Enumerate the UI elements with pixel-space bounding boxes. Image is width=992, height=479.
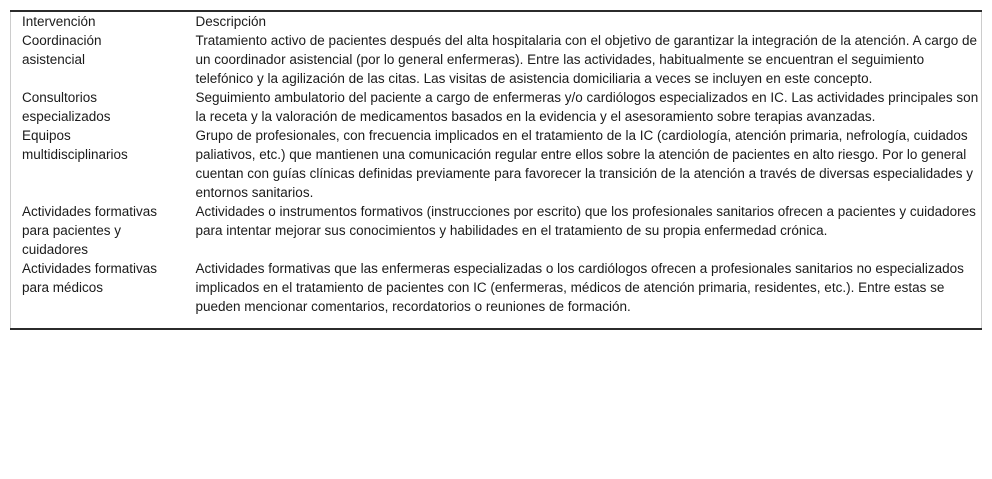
table-header-row — [11, 11, 982, 31]
table-row — [11, 88, 982, 126]
intervention-cell: Actividades formativas para médicos — [22, 261, 158, 295]
table-row — [11, 259, 982, 329]
table-header-intervention: Intervención — [22, 14, 96, 29]
table-header-description: Descripción — [195, 14, 267, 29]
intervention-cell: Actividades formativas para pacientes y cuidadores — [22, 204, 158, 257]
description-cell: Actividades formativas que las enfermeras especializadas o los cardiólogos ofrecen a profesionales sanitarios no especializados implicados en el tratamiento de pacientes con IC (enfermeras, médicos de atención primaria, residentes, etc.). Entre estas se pueden mencionar comentarios, recordatorios o reuniones de formación. — [195, 261, 964, 314]
intervention-cell: Equipos multidisciplinarios — [22, 128, 128, 162]
description-cell: Seguimiento ambulatorio del paciente a cargo de enfermeras y/o cardiólogos especializados en IC. Las actividades principales son la receta y la valoración de medicamentos basados en la evidencia y el asesoramiento sobre terapias avanzadas. — [195, 90, 979, 124]
table-row — [11, 126, 982, 202]
description-cell: Grupo de profesionales, con frecuencia implicados en el tratamiento de la IC (cardiología, atención primaria, nefrología, cuidados paliativos, etc.) que mantienen una comunicación regular entre ellos sobre la atención de pacientes en alto riesgo. Por lo general cuentan con guías clínicas definidas previamente para favorecer la transición de la atención a través de diversas especialidades y entornos sanitarios. — [195, 128, 973, 200]
intervention-cell: Consultorios especializados — [22, 90, 111, 124]
intervention-cell: Coordinación asistencial — [22, 33, 102, 67]
table-container — [10, 10, 982, 330]
description-cell: Actividades o instrumentos formativos (instrucciones por escrito) que los profesionales sanitarios ofrecen a pacientes y cuidadores para intentar mejorar sus conocimientos y habilidades en el tratamiento de su propia enfermedad crónica. — [195, 204, 976, 238]
interventions-table — [10, 10, 982, 330]
table-row — [11, 202, 982, 259]
description-cell: Tratamiento activo de pacientes después del alta hospitalaria con el objetivo de garantizar la integración de la atención. A cargo de un coordinador asistencial (por lo general enfermeras). Entre las actividades, habitualmente se encuentran el seguimiento telefónico y la agilización de las citas. Las visitas de asistencia domiciliaria a veces se incluyen en este concepto. — [195, 33, 977, 86]
table-row — [11, 31, 982, 88]
